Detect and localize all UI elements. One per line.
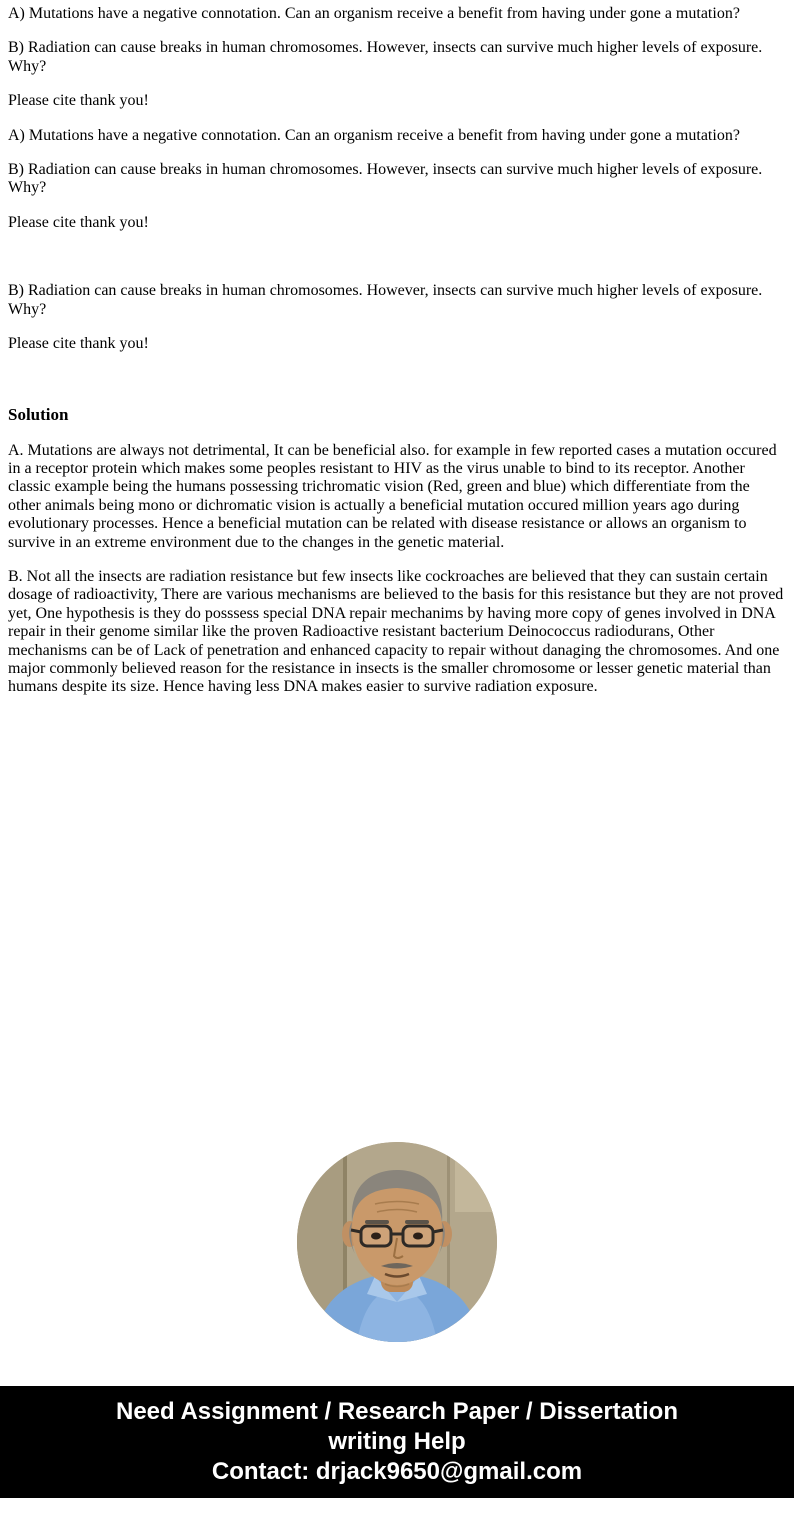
blank-line [8,369,786,387]
cite-request-line: Please cite thank you! [8,92,149,110]
footer-heading-line1: Need Assignment / Research Paper / Dissertation [116,1397,678,1425]
cite-request-line: Please cite thank you! [8,334,149,352]
tutor-avatar [297,1142,497,1342]
question-b-line: B) Radiation can cause breaks in human chromosomes. However, insects can survive much higher levels of exposure. Why? [8,282,763,318]
footer-contact-email: Contact: drjack9650@gmail.com [211,1457,583,1485]
solution-paragraph-a: A. Mutations are always not detrimental, It can be beneficial also. for example in few reported cases a mutation occured in a receptor protein which makes some peoples resistant to HIV as the virus unable to bind to its receptor. Another classic example being the humans possessing trichromatic vision (Red, green and blue) which differentiate from the other animals being mono or dichromatic vision is actually a beneficial mutation occured million years ago during evolutionary processes. Hence a beneficial mutation can be related with disease resistance or allows an organism to survive in an extreme environment due to the changes in the genetic material. [8,441,777,551]
tutor-avatar-image [297,1142,497,1342]
cite-request-line: Please cite thank you! [8,213,149,231]
footer-heading-line2: writing Help [328,1427,466,1455]
question-b-line: B) Radiation can cause breaks in human chromosomes. However, insects can survive much higher levels of exposure. Why? [8,39,763,75]
question-a-line: A) Mutations have a negative connotation. Can an organism receive a benefit from having under gone a mutation? [8,126,740,144]
solution-paragraph-b: B. Not all the insects are radiation resistance but few insects like cockroaches are believed that they can sustain certain dosage of radioactivity, There are various mechanisms are believed to the basis for this resistance but they are not proved yet, One hypothesis is they do posssess special DNA repair mechanims by having more copy of genes involved in DNA repair in their genome similar like the proven Radioactive resistant bacterium Deinococcus radiodurans, Other mechanisms can be of Lack of penetration and enhanced capacity to repair without danaging the chromosomes. And one major commonly believed reason for the resistance in insects is the smaller chromosome or lesser genetic material than humans despite its size. Hence having less DNA makes easier to survive radiation exposure. [8,568,784,696]
solution-heading: Solution [8,405,69,425]
document-body [0,0,794,697]
question-a-line: A) Mutations have a negative connotation. Can an organism receive a benefit from having under gone a mutation? [8,5,740,22]
blank-line [8,248,786,266]
question-b-line: B) Radiation can cause breaks in human chromosomes. However, insects can survive much higher levels of exposure. Why? [8,160,763,197]
footer-banner [0,1386,794,1498]
